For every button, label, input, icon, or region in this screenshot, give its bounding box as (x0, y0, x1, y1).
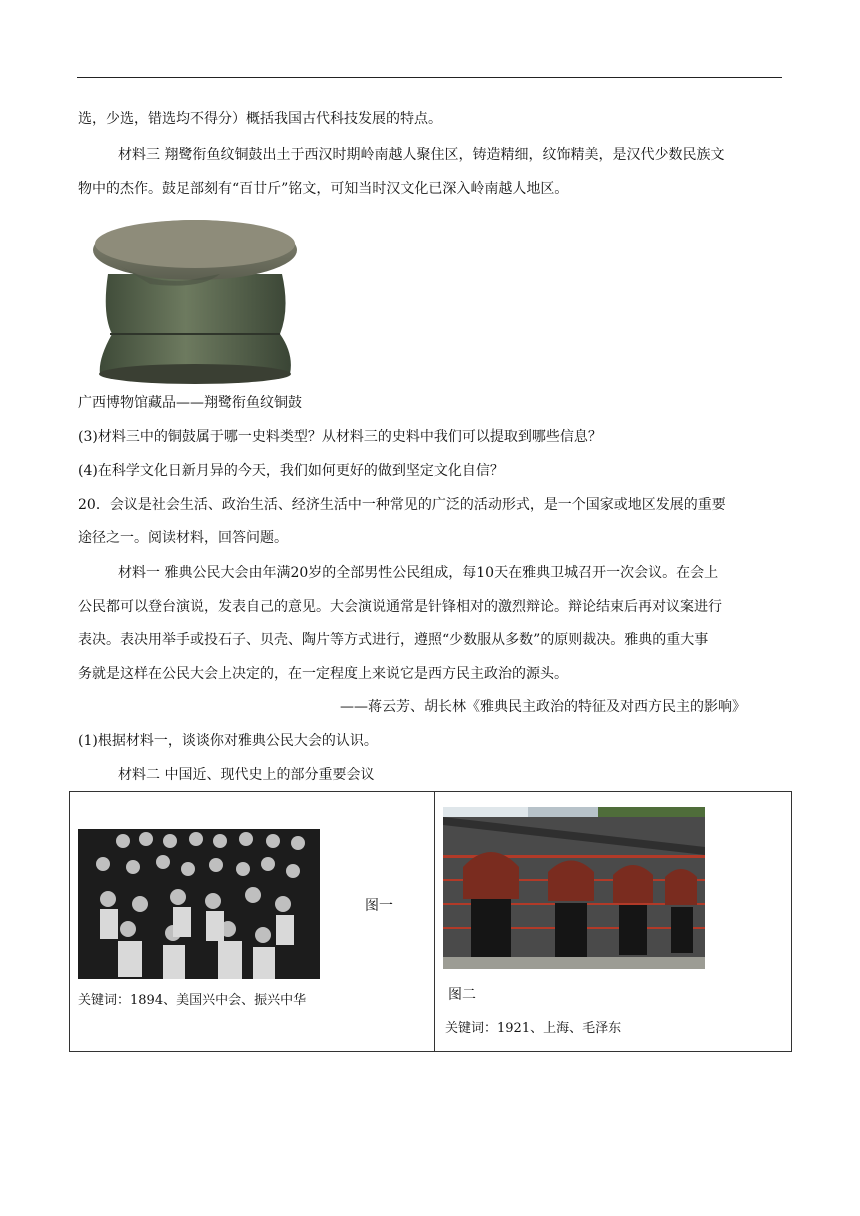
meetings-table (69, 791, 792, 1052)
drum-caption: 广西博物馆藏品——翔鹭衔鱼纹铜鼓 (78, 395, 302, 411)
group-portrait-photo (78, 829, 320, 979)
figure-one-keywords: 关键词：1894、美国兴中会、振兴中华 (78, 993, 307, 1008)
figure-two-keywords: 关键词：1921、上海、毛泽东 (445, 1021, 622, 1036)
bronze-drum-photo (90, 214, 300, 386)
figure-two-label: 图二 (448, 987, 476, 1003)
material-three-line: 材料三 翔鹭衔鱼纹铜鼓出土于西汉时期岭南越人聚住区，铸造精细，纹饰精美，是汉代少数民族文 (118, 147, 725, 163)
figure-one-label: 图一 (365, 898, 393, 914)
question-20-line: 途径之一。阅读材料，回答问题。 (78, 530, 288, 546)
paragraph-line: 选，少选，错选均不得分）概括我国古代科技发展的特点。 (78, 111, 442, 127)
material-three-line: 物中的杰作。鼓足部刻有“百廿斤”铭文，可知当时汉文化已深入岭南越人地区。 (78, 181, 569, 197)
material-one-line: 表决。表决用举手或投石子、贝壳、陶片等方式进行，遵照“少数服从多数”的原则裁决。雅典的重大事 (78, 632, 709, 648)
table-cell-figure-one (70, 792, 435, 1052)
header-rule (77, 77, 782, 78)
question-4: (4)在科学文化日新月异的今天，我们如何更好的做到坚定文化自信？ (78, 463, 504, 479)
material-one-line: 务就是这样在公民大会上决定的，在一定程度上来说它是西方民主政治的源头。 (78, 666, 568, 682)
question-1: (1)根据材料一，谈谈你对雅典公民大会的认识。 (78, 733, 378, 749)
question-3: (3)材料三中的铜鼓属于哪一史料类型？从材料三的史料中我们可以提取到哪些信息？ (78, 429, 602, 445)
citation-source: ——蒋云芳、胡长林《雅典民主政治的特征及对西方民主的影响》 (340, 699, 746, 715)
congress-site-photo (443, 807, 705, 969)
material-two-heading: 材料二 中国近、现代史上的部分重要会议 (118, 767, 375, 783)
material-one-line: 公民都可以登台演说，发表自己的意见。大会演说通常是针锋相对的激烈辩论。辩论结束后再对议案进行 (78, 599, 722, 615)
table-cell-figure-two (435, 792, 792, 1052)
question-20-line: 20．会议是社会生活、政治生活、经济生活中一种常见的广泛的活动形式，是一个国家或地区发展的重要 (78, 497, 726, 513)
material-one-line: 材料一 雅典公民大会由年满20岁的全部男性公民组成，每10天在雅典卫城召开一次会议。在会上 (118, 565, 719, 581)
